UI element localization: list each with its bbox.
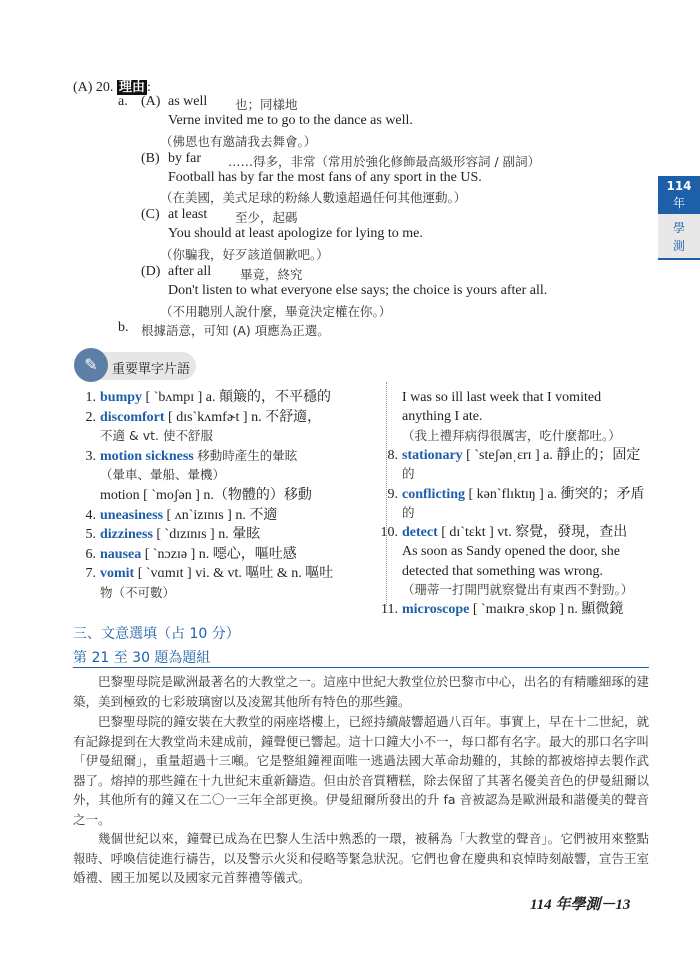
vocab-number: 8. — [387, 447, 398, 463]
vocab-word: conflicting — [402, 486, 469, 502]
vocab-word: nausea — [100, 546, 145, 562]
vocab-row — [378, 598, 623, 618]
vocab-definition: 的 — [402, 504, 415, 520]
section-title: 三、文意選填（占 10 分） — [73, 626, 240, 642]
vocab-number: 7. — [85, 566, 96, 582]
vocab-number: 9. — [387, 486, 398, 502]
vocab-row — [100, 484, 312, 504]
vocab-heading: 重要單字片語 — [112, 362, 191, 377]
vocab-word: stationary — [402, 447, 467, 463]
vocab-row — [402, 579, 633, 598]
vocab-row — [78, 445, 297, 465]
vocab-row — [78, 543, 297, 563]
vocab-row — [78, 562, 333, 582]
vocab-word: bumpy — [100, 390, 146, 405]
vocab-definition: （暈車、暈船、暈機） — [100, 467, 226, 483]
vocab-definition: 不適 & vt. 使不舒服 — [100, 428, 213, 444]
item-b-text: 根據語意，可知 (A) 項應為正選。 — [141, 323, 330, 338]
item-a-label: a. — [118, 94, 128, 109]
option-a-label: (A) — [141, 94, 161, 109]
vocab-definition: As soon as Sandy opened the door, she — [402, 544, 620, 560]
vocab-row — [78, 406, 321, 426]
vocab-definition: [ ˋnɔzɪə ] n. 噁心，嘔吐感 — [144, 546, 297, 562]
option-b-label: (B) — [141, 151, 160, 166]
vocab-definition: detected that something was wrong. — [402, 563, 604, 579]
option-a-translation: （佛恩也有邀請我去舞會。） — [160, 134, 317, 149]
year-tab: 114 年 — [658, 176, 700, 214]
reason-label: 理由 — [118, 80, 145, 95]
vocab-definition: [ ˋbʌmpɪ ] a. 顛簸的，不平穩的 — [145, 390, 332, 405]
vocab-definition: [ dɪˋtɛkt ] vt. 察覺，發現，查出 — [441, 525, 628, 541]
vocab-word: detect — [402, 525, 442, 541]
option-b-meaning: ……得多，非常（常用於強化修飾最高級形容詞 / 副詞） — [228, 154, 541, 169]
vocab-definition: [ ʌnˋizɪnɪs ] n. 不適 — [166, 507, 278, 523]
group-title: 第 21 至 30 題為題組 — [73, 650, 211, 666]
vocab-row — [378, 521, 627, 541]
tag-icon: ✎ — [74, 348, 108, 382]
paragraph-2: 巴黎聖母院的鐘安裝在大教堂的兩座塔樓上，已經持續敲響超過八百年。事實上，早在十二世紀，就有記錄提到在大教堂尚未建成前，鐘聲便已響起。這十口鐘大小不一，每口都有名字。最大的那口名字叫「伊曼紐爾」，重量超過十三噸。它是整組鐘裡面唯一逃過法國大革命劫難的，其餘的都被熔掉去製作武器了。熔掉的那些鐘在十九世紀末重新鑄造。但由於音質糟糕，除去保留了其著名優美音色的伊曼紐爾以外，其他所有的鐘又在二〇一三年全部更換。伊曼紐爾所發出的升 fa 音被認為是歐洲最和諧優美的聲音之一。 — [73, 714, 649, 827]
vocab-row — [402, 540, 620, 560]
option-d-translation: （不用聽別人說什麼，畢竟決定權在你。） — [160, 304, 392, 319]
vocab-definition: 的 — [402, 466, 415, 482]
vocab-definition: motion [ ˋmoʃən ] n.（物體的）移動 — [100, 488, 312, 503]
vocab-row — [100, 464, 225, 483]
option-a-phrase: as well — [168, 94, 208, 109]
vocab-definition: [ dɪsˋkʌmfɚt ] n. 不舒適， — [168, 409, 322, 425]
vocab-word: dizziness — [100, 527, 157, 543]
option-c-translation: （你騙我，好歹該道個歉吧。） — [160, 247, 329, 262]
page-footer: 114 年學測－13 — [530, 897, 631, 913]
option-c-example: You should at least apologize for lying to me. — [168, 226, 423, 241]
option-c-meaning: 至少，起碼 — [235, 210, 298, 225]
vocab-row — [402, 386, 601, 406]
vocab-definition: 移動時產生的暈眩 — [197, 447, 298, 463]
vocab-word: discomfort — [100, 409, 169, 425]
vocab-number: 2. — [85, 409, 96, 425]
vocab-definition: [ ˋvɑmɪt ] vi. & vt. 嘔吐 & n. 嘔吐 — [137, 566, 334, 582]
option-d-label: (D) — [141, 264, 161, 279]
vocab-number: 10. — [380, 525, 398, 541]
vocab-row — [402, 502, 415, 521]
vocab-row — [100, 425, 213, 444]
option-c-label: (C) — [141, 207, 160, 222]
option-a-example: Verne invited me to go to the dance as well. — [168, 113, 413, 128]
group-underline — [73, 667, 649, 668]
vocab-word: uneasiness — [100, 507, 167, 523]
vocab-definition: （珊蒂一打開門就察覺出有東西不對勁。） — [402, 582, 634, 597]
vocab-word: microscope — [402, 602, 473, 618]
vocab-number: 1. — [85, 390, 96, 405]
paragraph-3: 幾個世紀以來，鐘聲已成為在巴黎人生活中熟悉的一環，被稱為「大教堂的聲音」。它們被用來整點報時、呼喚信徒進行禱告，以及警示火災和侵略等緊急狀況。它們也會在慶典和哀悼時刻敲響，宣告王室婚禮、國王加冕以及國家元首葬禮等儀式。 — [73, 831, 649, 885]
option-b-translation: （在美國，美式足球的粉絲人數遠超過任何其他運動。） — [160, 190, 467, 205]
vocab-row — [378, 444, 640, 464]
vocab-row — [402, 463, 415, 482]
vocab-definition: 物（不可數） — [100, 585, 176, 600]
vocab-definition: [ ˋmaɪkrəˌskop ] n. 顯微鏡 — [472, 602, 624, 618]
vocab-number: 4. — [85, 507, 96, 523]
vocab-definition: [ kənˋflɪktɪŋ ] a. 衝突的；矛盾 — [468, 486, 645, 502]
option-d-phrase: after all — [168, 264, 212, 279]
option-d-meaning: 畢竟，終究 — [240, 267, 303, 282]
question-number: (A) 20. 理由 : — [73, 80, 151, 95]
option-d-example: Don't listen to what everyone else says; the choice is yours after all. — [168, 283, 548, 298]
option-c-phrase: at least — [168, 207, 208, 222]
vocab-definition: [ ˋdɪzɪnɪs ] n. 暈眩 — [156, 527, 261, 543]
vocab-row — [378, 483, 645, 503]
vocab-number: 6. — [85, 546, 96, 562]
vocab-row — [78, 386, 331, 406]
vocab-row — [402, 425, 621, 444]
vocab-definition: （我上禮拜病得很厲害，吃什麼都吐。） — [402, 427, 621, 443]
option-a-meaning: 也；同樣地 — [235, 97, 298, 112]
option-b-phrase: by far — [168, 151, 202, 166]
vocab-row — [402, 560, 603, 580]
vocab-word: vomit — [100, 566, 138, 582]
vocab-row — [402, 405, 482, 425]
vocab-number: 11. — [381, 602, 398, 618]
exam-tab: 學 測 — [658, 214, 700, 260]
vocab-definition: I was so ill last week that I vomited — [402, 390, 602, 405]
option-b-example: Football has by far the most fans of any sport in the US. — [168, 170, 482, 185]
vocab-row — [100, 582, 175, 601]
vocab-number: 5. — [85, 527, 96, 543]
vocab-row — [78, 504, 277, 524]
vocab-word: motion sickness — [100, 448, 198, 464]
paragraph-1: 巴黎聖母院是歐洲最著名的大教堂之一。這座中世紀大教堂位於巴黎市中心，出名的有精雕細琢的建築，美到極致的七彩玻璃窗以及凌駕其他所有特色的那些鐘。 — [73, 674, 649, 709]
item-b-label: b. — [118, 320, 129, 335]
vocab-number: 3. — [85, 448, 96, 464]
vocab-definition: [ ˋsteʃənˌɛrɪ ] a. 靜止的；固定 — [466, 447, 641, 463]
vocab-definition: anything I ate. — [402, 409, 483, 425]
vocab-row — [78, 523, 260, 543]
